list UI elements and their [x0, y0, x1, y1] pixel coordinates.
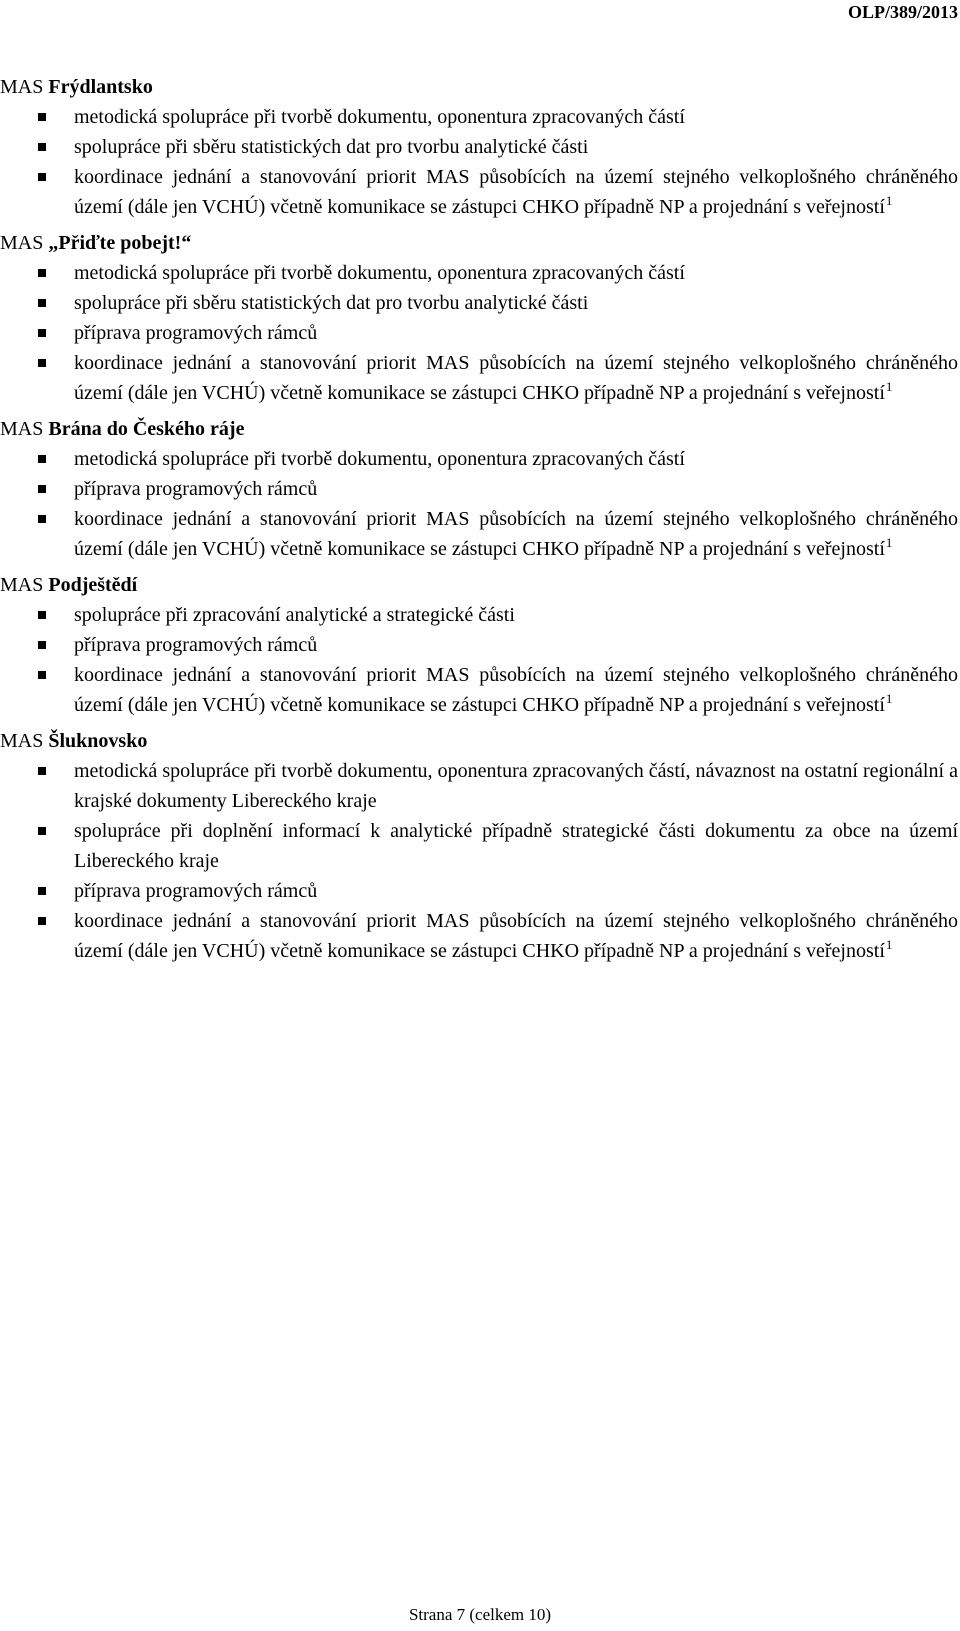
square-bullet-icon	[38, 143, 46, 151]
section-title-prefix: MAS	[0, 232, 49, 254]
section-title-prefix: MAS	[0, 418, 49, 440]
list-item-text: koordinace jednání a stanovování priorit MAS působících na území stejného velkoplošného chráněného území (dále jen VCHÚ) včetně komunikace se zástupci CHKO případně NP a projednání s veřejností	[74, 508, 958, 560]
list-item-text: spolupráce při sběru statistických dat pro tvorbu analytické části	[74, 292, 589, 314]
square-bullet-icon	[38, 299, 46, 307]
square-bullet-icon	[38, 455, 46, 463]
section-title-name: Brána do Českého ráje	[48, 418, 245, 440]
square-bullet-icon	[38, 671, 46, 679]
square-bullet-icon	[38, 611, 46, 619]
bullet-list	[0, 258, 958, 408]
list-item-text: spolupráce při sběru statistických dat pro tvorbu analytické části	[74, 136, 589, 158]
square-bullet-icon	[38, 173, 46, 181]
list-item	[0, 258, 958, 288]
list-item-text: koordinace jednání a stanovování priorit MAS působících na území stejného velkoplošného chráněného území (dále jen VCHÚ) včetně komunikace se zástupci CHKO případně NP a projednání s veřejností	[74, 166, 958, 218]
list-item-text: metodická spolupráce při tvorbě dokumentu, oponentura zpracovaných částí	[74, 448, 685, 470]
section	[0, 414, 958, 564]
square-bullet-icon	[38, 827, 46, 835]
list-item	[0, 816, 958, 876]
list-item-text: metodická spolupráce při tvorbě dokumentu, oponentura zpracovaných částí	[74, 106, 685, 128]
section-title	[0, 726, 958, 756]
section-title-prefix: MAS	[0, 76, 49, 98]
footnote-reference[interactable]: 1	[885, 691, 893, 707]
list-item-text: příprava programových rámců	[74, 478, 318, 500]
list-item	[0, 132, 958, 162]
list-item	[0, 162, 958, 222]
list-item	[0, 474, 958, 504]
bullet-list	[0, 756, 958, 966]
list-item	[0, 756, 958, 816]
list-item-text: metodická spolupráce při tvorbě dokumentu, oponentura zpracovaných částí, návaznost na ostatní regionální a krajské dokumenty Libereckého kraje	[74, 760, 958, 812]
section-title	[0, 228, 958, 258]
square-bullet-icon	[38, 641, 46, 649]
square-bullet-icon	[38, 329, 46, 337]
footnote-reference[interactable]: 1	[885, 535, 893, 551]
section-title	[0, 570, 958, 600]
section	[0, 726, 958, 966]
section-title-name: Frýdlantsko	[48, 76, 153, 98]
footnote-reference[interactable]: 1	[885, 937, 893, 953]
list-item	[0, 504, 958, 564]
square-bullet-icon	[38, 917, 46, 925]
bullet-list	[0, 102, 958, 222]
section	[0, 228, 958, 408]
list-item-text: metodická spolupráce při tvorbě dokumentu, oponentura zpracovaných částí	[74, 262, 685, 284]
section-title	[0, 414, 958, 444]
square-bullet-icon	[38, 485, 46, 493]
list-item	[0, 288, 958, 318]
section-title-prefix: MAS	[0, 730, 49, 752]
list-item-text: spolupráce při zpracování analytické a strategické části	[74, 604, 515, 626]
square-bullet-icon	[38, 767, 46, 775]
bullet-list	[0, 444, 958, 564]
list-item-text: příprava programových rámců	[74, 634, 318, 656]
list-item	[0, 876, 958, 906]
document-id: OLP/389/2013	[847, 2, 958, 22]
list-item	[0, 600, 958, 630]
section-title-name: Podještědí	[48, 574, 138, 596]
page-number: Strana 7 (celkem 10)	[408, 1605, 552, 1624]
list-item	[0, 444, 958, 474]
document-body	[0, 72, 958, 972]
list-item-text: koordinace jednání a stanovování priorit MAS působících na území stejného velkoplošného chráněného území (dále jen VCHÚ) včetně komunikace se zástupci CHKO případně NP a projednání s veřejností	[74, 352, 958, 404]
bullet-list	[0, 600, 958, 720]
section-title-name: Šluknovsko	[48, 730, 148, 752]
list-item	[0, 318, 958, 348]
section-title-prefix: MAS	[0, 574, 49, 596]
footnote-reference[interactable]: 1	[885, 193, 893, 209]
footnote-reference[interactable]: 1	[885, 379, 893, 395]
list-item	[0, 102, 958, 132]
list-item	[0, 906, 958, 966]
section	[0, 570, 958, 720]
list-item	[0, 660, 958, 720]
section-title	[0, 72, 958, 102]
square-bullet-icon	[38, 515, 46, 523]
list-item-text: koordinace jednání a stanovování priorit MAS působících na území stejného velkoplošného chráněného území (dále jen VCHÚ) včetně komunikace se zástupci CHKO případně NP a projednání s veřejností	[74, 910, 958, 962]
section	[0, 72, 958, 222]
square-bullet-icon	[38, 359, 46, 367]
list-item-text: spolupráce při doplnění informací k analytické případně strategické části dokumentu za obce na území Libereckého kraje	[74, 820, 958, 872]
list-item	[0, 630, 958, 660]
list-item-text: koordinace jednání a stanovování priorit MAS působících na území stejného velkoplošného chráněného území (dále jen VCHÚ) včetně komunikace se zástupci CHKO případně NP a projednání s veřejností	[74, 664, 958, 716]
square-bullet-icon	[38, 113, 46, 121]
section-title-name: „Přiďte pobejt!“	[48, 232, 192, 254]
square-bullet-icon	[38, 269, 46, 277]
square-bullet-icon	[38, 887, 46, 895]
list-item	[0, 348, 958, 408]
list-item-text: příprava programových rámců	[74, 880, 318, 902]
list-item-text: příprava programových rámců	[74, 322, 318, 344]
